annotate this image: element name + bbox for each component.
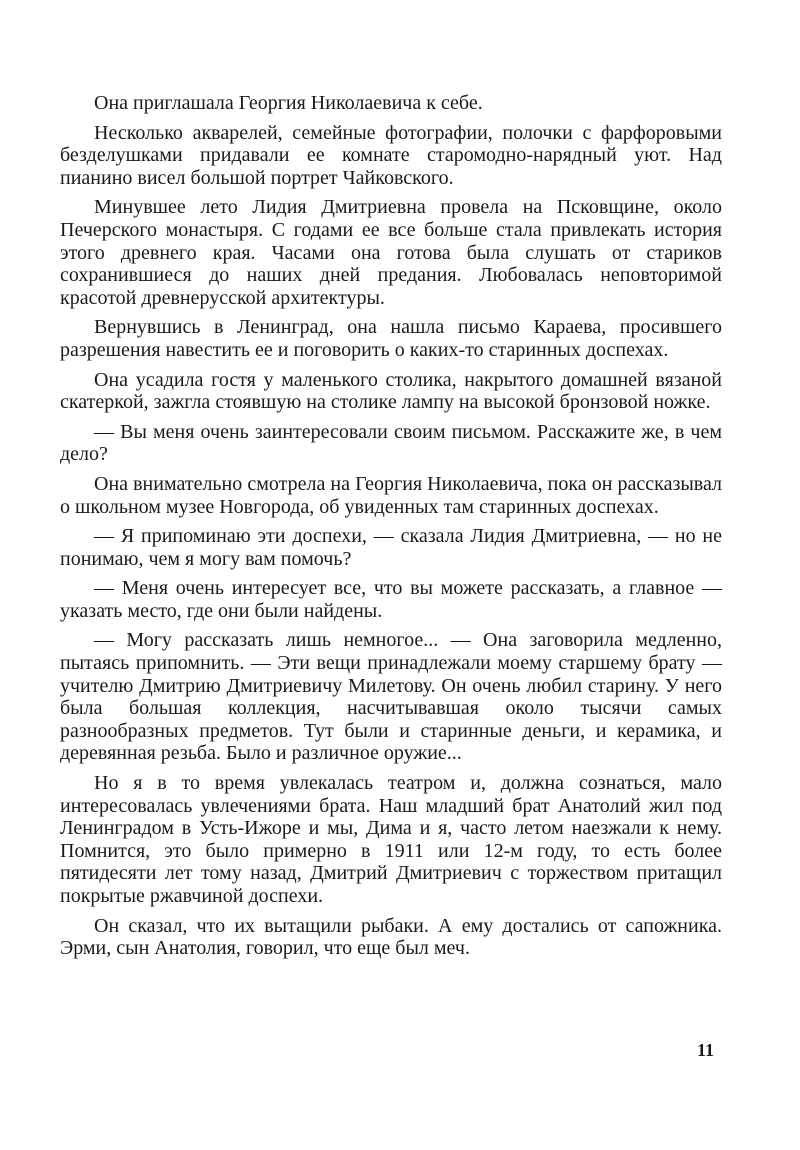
paragraph: — Меня очень интересует все, что вы можете рассказать, а главное — указать место, где они были найдены.: [60, 577, 722, 622]
paragraph: — Вы меня очень заинтересовали своим письмом. Расскажите же, в чем дело?: [60, 420, 722, 466]
paragraph: Она приглашала Георгия Николаевича к себе.: [94, 92, 483, 114]
paragraph: — Я припоминаю эти доспехи, — сказала Лидия Дмитриевна, — но не понимаю, чем я могу вам помочь?: [60, 525, 722, 570]
paragraph: — Могу рассказать лишь немногое... — Она заговорила медленно, пытаясь припомнить. — Эти вещи принадлежали моему старшему брату — учителю Дмитрию Дмитриевичу Милетову. Он очень любил старину. У него была большая коллекция, насчитывавшая около тысячи самых разнообразных предметов. Тут были и старинные деньги, и керамика, и деревянная резьба. Было и различное оружие...: [60, 629, 722, 765]
paragraph: Вернувшись в Ленинград, она нашла письмо Караева, просившего разрешения навестить ее и поговорить о каких-то старинных доспехах.: [60, 316, 722, 361]
paragraph: Она усадила гостя у маленького столика, накрытого домашней вязаной скатеркой, зажгла стоявшую на столике лампу на высокой бронзовой ножке.: [60, 368, 722, 414]
paragraph: Она внимательно смотрела на Георгия Николаевича, пока он рассказывал о школьном музее Новгорода, об увиденных там старинных доспехах.: [60, 472, 722, 518]
paragraph: Он сказал, что их вытащили рыбаки. А ему достались от сапожника. Эрми, сын Анатолия, говорил, что еще был меч.: [60, 914, 722, 960]
paragraph: Минувшее лето Лидия Дмитриевна провела на Псковщине, около Печерского монастыря. С годами ее все больше стала привлекать история этого древнего края. Часами она готова была слушать от стариков сохранившиеся до наших дней предания. Любовалась неповторимой красотой древнерусской архитектуры.: [60, 196, 722, 309]
page-body: [60, 92, 722, 967]
paragraph: Но я в то время увлекалась театром и, должна сознаться, мало интересовалась увлечениями брата. Наш младший брат Анатолий жил под Ленинградом в Усть-Ижоре и мы, Дима и я, часто летом наезжали к нему. Помнится, это было примерно в 1911 или 12-м году, то есть более пятидесяти лет тому назад, Дмитрий Дмитриевич с торжеством притащил покрытые ржавчиной доспехи.: [60, 772, 722, 907]
page-number: 11: [696, 1040, 714, 1060]
paragraph: Несколько акварелей, семейные фотографии, полочки с фарфоровыми безделушками придавали ее комнате старомодно-нарядный уют. Над пианино висел большой портрет Чайковского.: [60, 121, 722, 189]
